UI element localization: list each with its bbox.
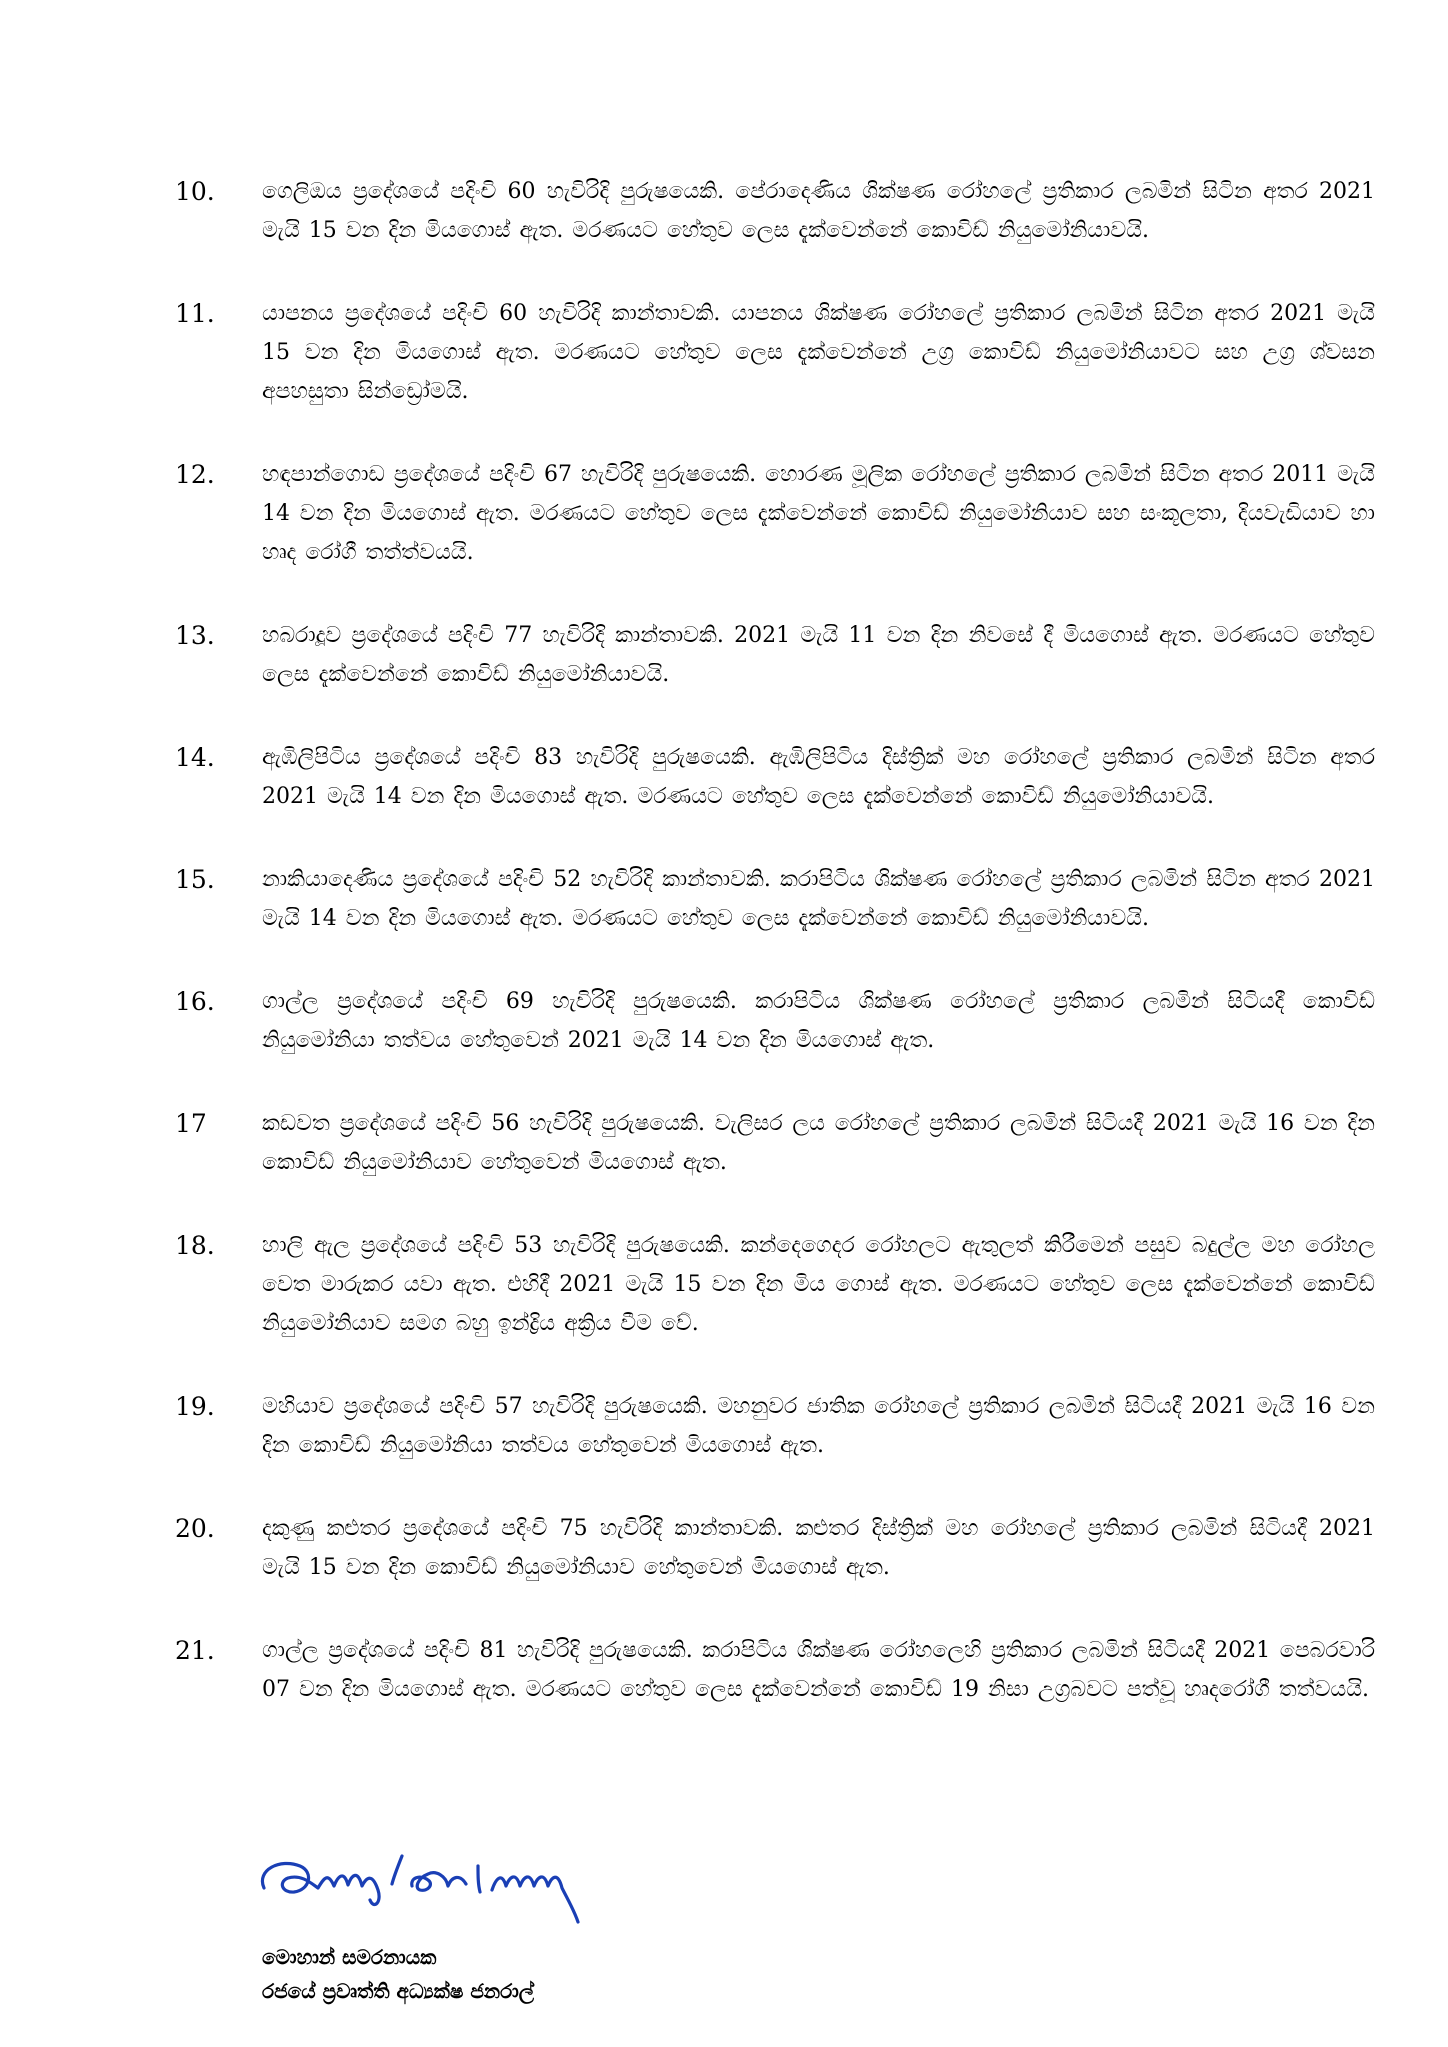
- list-item: [175, 1631, 1375, 1709]
- item-number: 20.: [175, 1514, 215, 1543]
- item-number: 14.: [175, 743, 215, 772]
- item-number: 19.: [175, 1392, 215, 1421]
- list-item: [175, 455, 1375, 572]
- list-item: [175, 1387, 1375, 1465]
- item-number: 12.: [175, 460, 215, 489]
- item-text: කඩවත ප්‍රදේශයේ පදිංචි 56 හැවිරිදි පුරුෂයෙකි. වැලිසර ලය රෝහලේ ප්‍රතිකාර ලබමින් සිටියදී 2021 මැයි 16 වන දින කොවිඩ් නියුමෝනියාව හේතුවෙන් මියගොස් ඇත.: [262, 1111, 1375, 1175]
- item-number: 16.: [175, 987, 215, 1016]
- item-number: 18.: [175, 1231, 215, 1260]
- list-item: [175, 616, 1375, 694]
- item-text: ඇඹිලිපිටිය ප්‍රදේශයේ පදිංචි 83 හැවිරිදි පුරුෂයෙකි. ඇඹිලිපිටිය දිස්ත්‍රික් මහ රෝහලේ ප්‍රතිකාර ලබමින් සිටින අතර 2021 මැයි 14 වන දින මියගොස් ඇත. මරණයට හේතුව ලෙස දැක්වෙන්නේ කොවිඩ් නියුමෝනියාවයි.: [262, 745, 1375, 809]
- item-text: දකුණු කළුතර ප්‍රදේශයේ පදිංචි 75 හැවිරිදි කාන්තාවකි. කළුතර දිස්ත්‍රික් මහ රෝහලේ ප්‍රතිකාර ලබමින් සිටියදී 2021 මැයි 15 වන දින කොවිඩ් නියුමෝනියාව හේතුවෙන් මියගොස් ඇත.: [262, 1516, 1375, 1580]
- item-text: යාපනය ප්‍රදේශයේ පදිංචි 60 හැවිරිදි කාන්තාවකි. යාපනය ශික්ෂණ රෝහලේ ප්‍රතිකාර ලබමින් සිටින අතර 2021 මැයි 15 වන දින මියගොස් ඇත. මරණයට හේතුව ලෙස දැක්වෙන්නේ උග්‍ර කොවිඩ් නියුමෝනියාවට සහ උග්‍ර ශ්වසන අපහසුතා සින්ඩ්‍රෝමයි.: [262, 301, 1375, 404]
- list-item: [175, 172, 1375, 250]
- list-item: [175, 1104, 1375, 1182]
- item-text: ගාල්ල ප්‍රදේශයේ පදිංචි 81 හැවිරිදි පුරුෂයෙකි. කරාපිටිය ශික්ෂණ රෝහලෙහි ප්‍රතිකාර ලබමින් සිටියදී 2021 පෙබරවාරි 07 වන දින මියගොස් ඇත. මරණයට හේතුව ලෙස දැක්වෙන්නේ කොවිඩ් 19 නිසා උග්‍රබවට පත්වූ හෘදරෝගී තත්වයයි.: [262, 1638, 1375, 1702]
- item-text: ගාල්ල ප්‍රදේශයේ පදිංචි 69 හැවිරිදි පුරුෂයෙකි. කරාපිටිය ශික්ෂණ රෝහලේ ප්‍රතිකාර ලබමින් සිටියදී කොවිඩ් නියුමෝනියා තත්වය හේතුවෙන් 2021 මැයි 14 වන දින මියගොස් ඇත.: [262, 989, 1375, 1053]
- item-number: 11.: [175, 299, 215, 328]
- list-item: [175, 982, 1375, 1060]
- item-text: හබරාදූව ප්‍රදේශයේ පදිංචි 77 හැවිරිදි කාන්තාවකි. 2021 මැයි 11 වන දින නිවසේ දී මියගොස් ඇත. මරණයට හේතුව ලෙස දැක්වෙන්නේ කොවිඩ් නියුමෝනියාවයි.: [262, 623, 1375, 687]
- list-item: [175, 1226, 1375, 1343]
- item-text: නාකියාදෙණිය ප්‍රදේශයේ පදිංචි 52 හැවිරිදි කාන්තාවකි. කරාපිටිය ශික්ෂණ රෝහලේ ප්‍රතිකාර ලබමින් සිටින අතර 2021 මැයි 14 වන දින මියගොස් ඇත. මරණයට හේතුව ලෙස දැක්වෙන්නේ කොවිඩ් නියුමෝනියාවයි.: [262, 867, 1375, 931]
- item-text: හාලි ඇල ප්‍රදේශයේ පදිංචි 53 හැවිරිදි පුරුෂයෙකි. කන්දෙගෙදර රෝහලට ඇතුලත් කිරීමෙන් පසුව බදුල්ල මහ රෝහල වෙත මාරුකර යවා ඇත. එහිදී 2021 මැයි 15 වන දින මිය ගොස් ඇත. මරණයට හේතුව ලෙස දැක්වෙන්නේ කොවිඩ් නියුමෝනියාව සමග බහු ඉන්ද්‍රිය අක්‍රිය වීම වේ.: [262, 1233, 1375, 1336]
- item-text: හඳපාන්ගොඩ ප්‍රදේශයේ පදිංචි 67 හැවිරිදි පුරුෂයෙකි. හොරණ මූලික රෝහලේ ප්‍රතිකාර ලබමින් සිටින අතර 2011 මැයි 14 වන දින මියගොස් ඇත. මරණයට හේතුව ලෙස දැක්වෙන්නේ කොවිඩ් නියුමෝනියාව සහ සංකූලතා, දියවැඩියාව හා හෘද රෝගී තත්ත්වයයි.: [262, 462, 1375, 565]
- item-number: 21.: [175, 1636, 215, 1665]
- handwritten-signature: [252, 1830, 642, 1935]
- numbered-list: [175, 172, 1375, 1753]
- signature-block: [262, 1940, 534, 2008]
- item-number: 17: [175, 1109, 207, 1138]
- item-text: ගෙලිඔය ප්‍රදේශයේ පදිංචි 60 හැවිරිදි පුරුෂයෙකි. පේරාදෙණිය ශික්ෂණ රෝහලේ ප්‍රතිකාර ලබමින් සිටින අතර 2021 මැයි 15 වන දින මියගොස් ඇත. මරණයට හේතුව ලෙස දැක්වෙන්නේ කොවිඩ් නියුමෝනියාවයි.: [262, 179, 1375, 243]
- list-item: [175, 738, 1375, 816]
- list-item: [175, 1509, 1375, 1587]
- list-item: [175, 860, 1375, 938]
- item-number: 13.: [175, 621, 215, 650]
- signatory-title: රජයේ ප්‍රවෘත්ති අධ්‍යක්ෂ ජනරාල්: [262, 1979, 535, 2003]
- list-item: [175, 294, 1375, 411]
- signatory-name: මොහාන් සමරනායක: [262, 1945, 437, 1969]
- item-text: මහියාව ප්‍රදේශයේ පදිංචි 57 හැවිරිදි පුරුෂයෙකි. මහනුවර ජාතික රෝහලේ ප්‍රතිකාර ලබමින් සිටියදී 2021 මැයි 16 වන දින කොවිඩ් නියුමෝනියා තත්වය හේතුවෙන් මියගොස් ඇත.: [262, 1394, 1375, 1458]
- item-number: 10.: [175, 177, 215, 206]
- item-number: 15.: [175, 865, 215, 894]
